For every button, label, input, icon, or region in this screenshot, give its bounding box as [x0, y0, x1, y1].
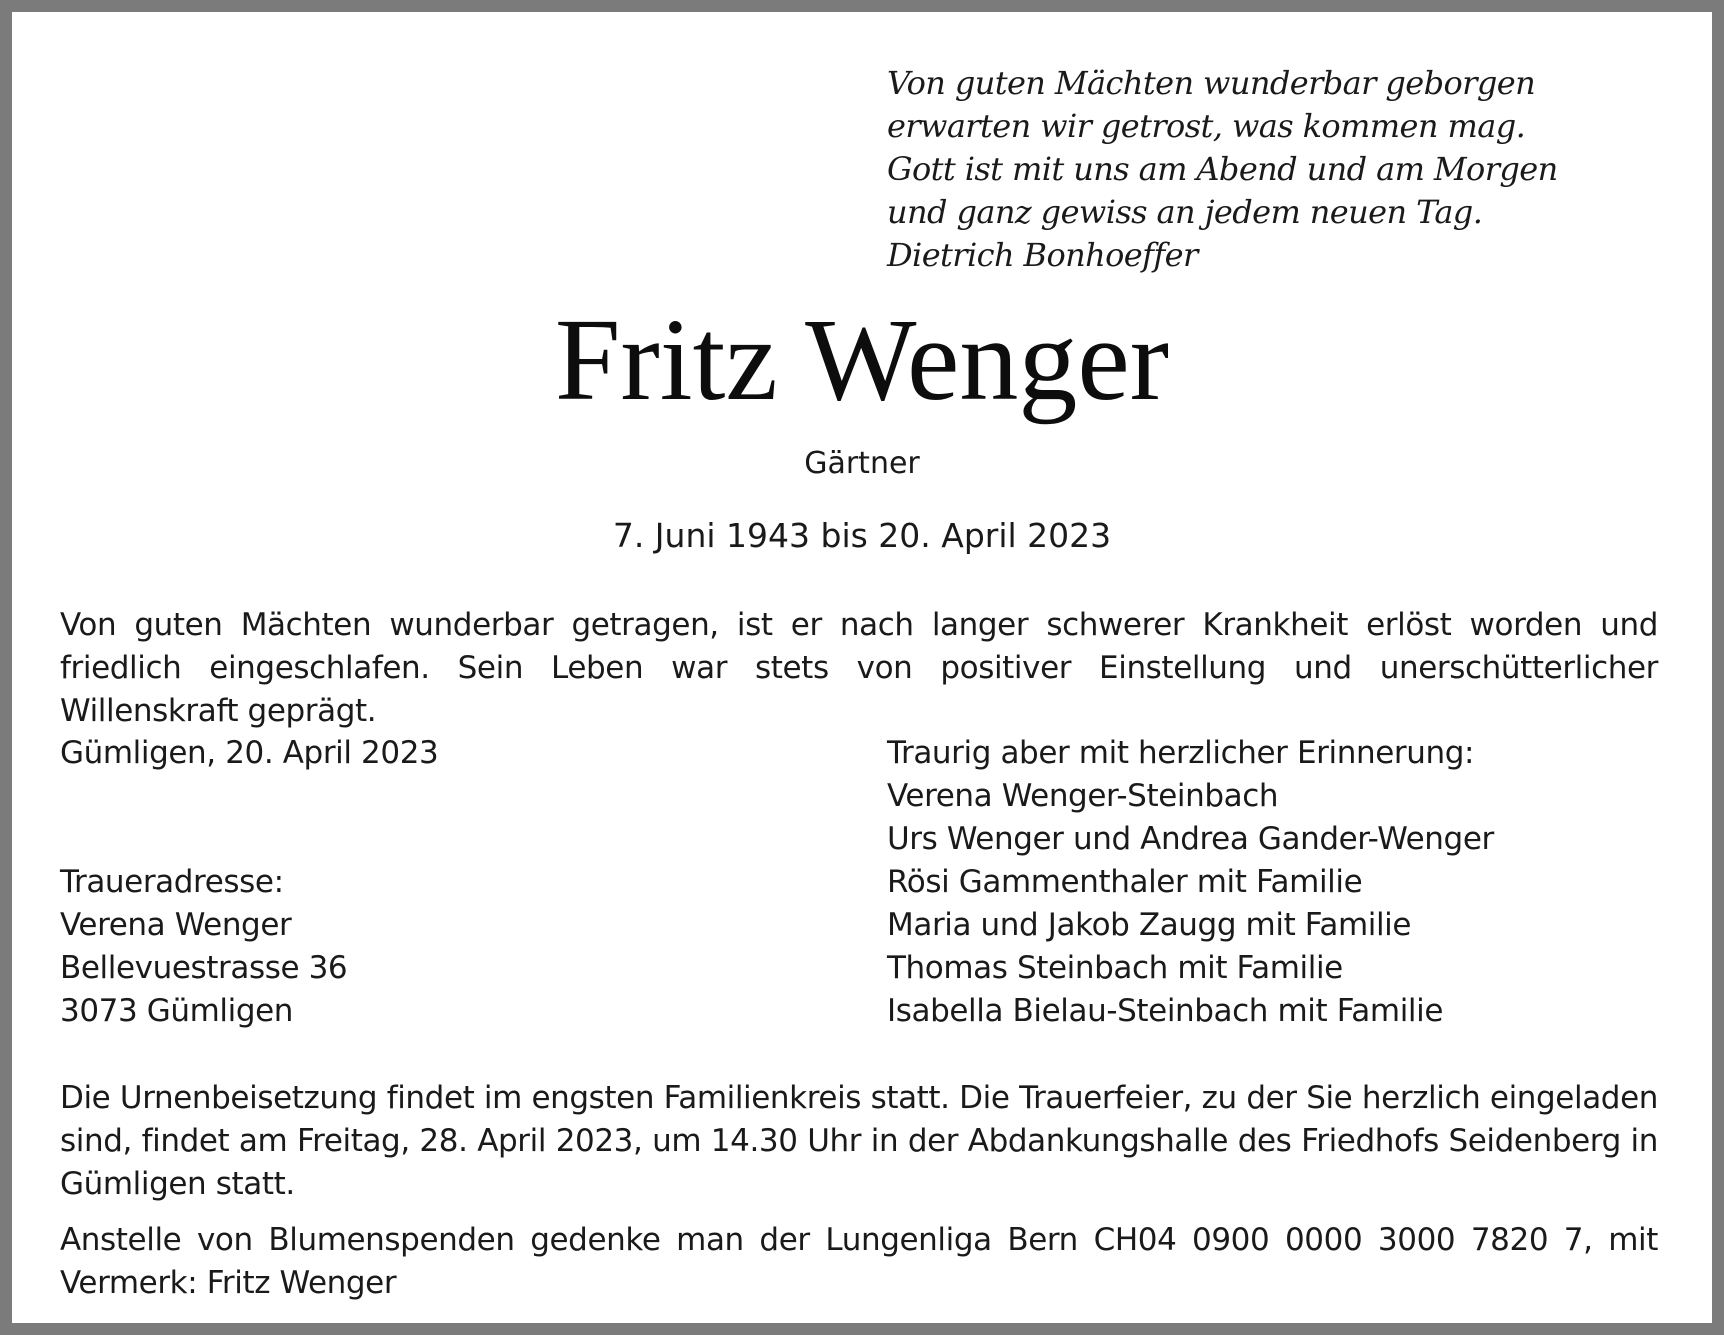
- mourner-name: Maria und Jakob Zaugg mit Familie: [887, 907, 1412, 943]
- funeral-paragraph: Die Urnenbeisetzung findet im engsten Familienkreis statt. Die Trauerfeier, zu der Sie herzlich eingeladen sind, findet am Freitag, 28. April 2023, um 14.30 Uhr in der Abdankungshalle des Friedhofs Seidenberg in Gümligen statt.: [60, 1080, 1658, 1202]
- deceased-occupation: Gärtner: [804, 446, 920, 481]
- quote-author: Dietrich Bonhoeffer: [887, 236, 1198, 274]
- mourner-name: Verena Wenger-Steinbach: [887, 778, 1279, 814]
- mourner-name: Thomas Steinbach mit Familie: [887, 950, 1343, 986]
- mourner-name: Rösi Gammenthaler mit Familie: [887, 864, 1363, 900]
- mourner-name: Isabella Bielau-Steinbach mit Familie: [887, 993, 1444, 1029]
- quote-line: erwarten wir getrost, was kommen mag.: [887, 107, 1526, 145]
- quote-line: Von guten Mächten wunderbar geborgen: [887, 64, 1536, 102]
- quote-line: und ganz gewiss an jedem neuen Tag.: [887, 193, 1483, 231]
- place-date: Gümligen, 20. April 2023: [60, 735, 439, 771]
- deceased-name: Fritz Wenger: [554, 294, 1170, 425]
- obituary-page: [12, 12, 1712, 1323]
- donation-paragraph: Anstelle von Blumenspenden gedenke man der Lungenliga Bern CH04 0900 0000 3000 7820 7, mit Vermerk: Fritz Wenger: [60, 1222, 1658, 1301]
- mourners-heading: Traurig aber mit herzlicher Erinnerung:: [887, 735, 1475, 771]
- life-dates: 7. Juni 1943 bis 20. April 2023: [612, 516, 1112, 555]
- mourning-address: [60, 861, 760, 1033]
- intro-paragraph: Von guten Mächten wunderbar getragen, ist er nach langer schwerer Krankheit erlöst worden und friedlich eingeschlafen. Sein Leben war stets von positiver Einstellung und unerschütterlicher Willenskraft geprägt.: [60, 607, 1658, 729]
- address-name: Verena Wenger: [60, 907, 292, 943]
- left-column: [60, 732, 760, 1033]
- mourners-list: [887, 732, 1687, 1033]
- bonhoeffer-quote: [887, 62, 1558, 277]
- mourner-name: Urs Wenger und Andrea Gander-Wenger: [887, 821, 1494, 857]
- address-city: 3073 Gümligen: [60, 993, 294, 1029]
- quote-line: Gott ist mit uns am Abend und am Morgen: [887, 150, 1558, 188]
- address-label: Traueradresse:: [60, 864, 284, 900]
- address-street: Bellevuestrasse 36: [60, 950, 348, 986]
